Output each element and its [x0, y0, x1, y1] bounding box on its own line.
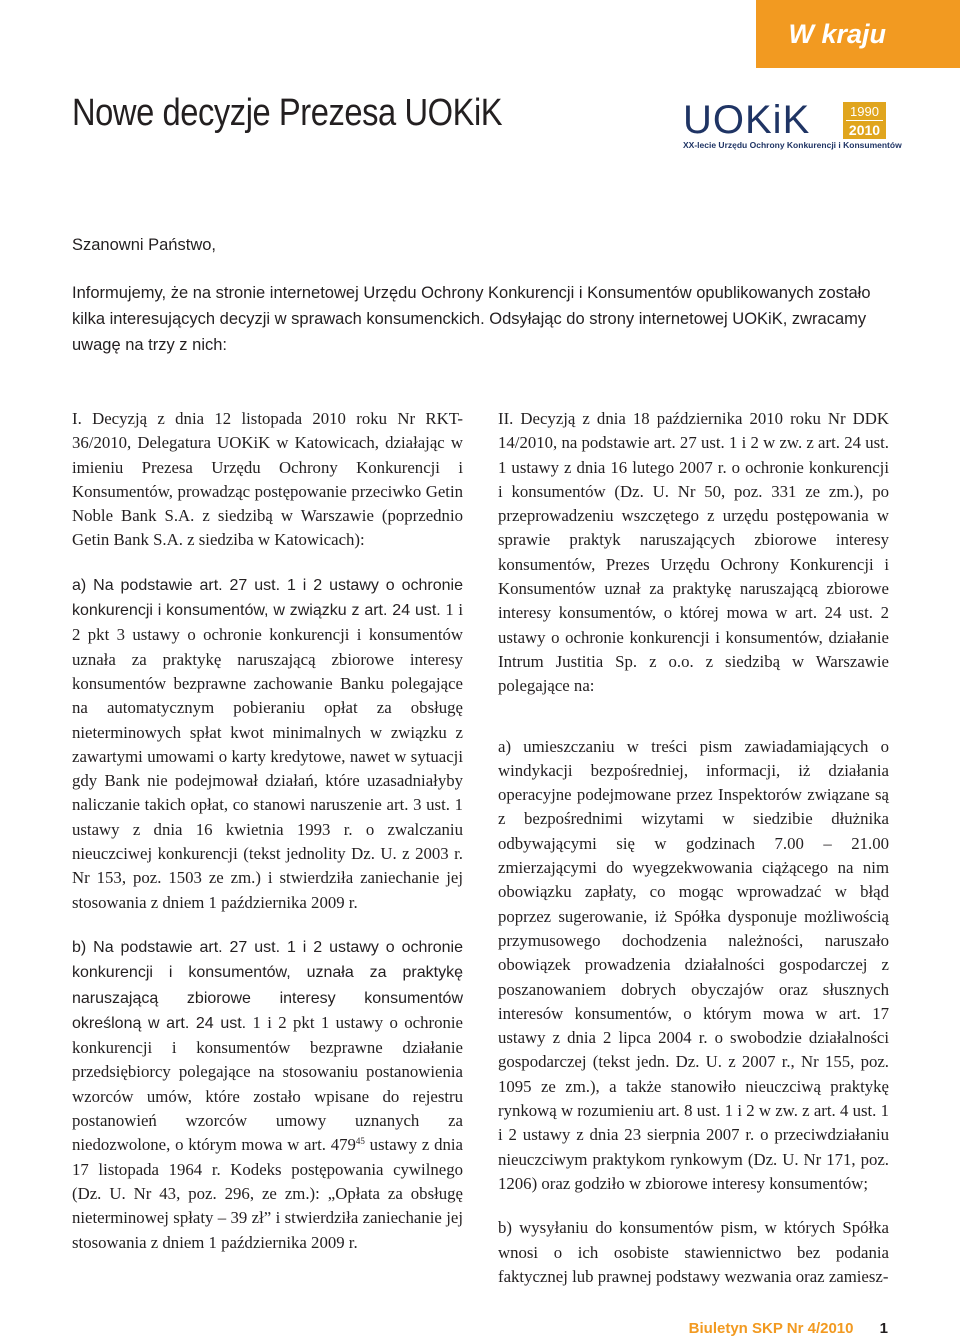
- superscript: 45: [355, 1136, 365, 1147]
- point-a-body: 1 i 2 pkt 3 ustawy o ochronie konkurencji i konsumentów uznała za praktykę naruszającą zbiorowe interesy konsumentów bezprawne zachowanie Banku polegające na automatycznym pobieraniu opłat za obsługę nieterminowych spłat kwot minimalnych w związku z zawartymi umowami o karty kredytowe, nawet w sytuacji gdy Bank nie podejmował działań, które uzasadniałyby naliczanie takich opłat, co stanowi naruszenie art. 3 ust. 1 ustawy z dnia 16 kwietnia 1993 r. o zwalczaniu nieuczciwej konkurencji (tekst jednolity Dz. U. z 2003 r. Nr 153, poz. 1503 ze zm.) i stwierdziła zaniechanie jej stosowania z dniem 1 października 2009 r.: [72, 600, 463, 912]
- page-number: 1: [879, 1320, 888, 1337]
- decision-1-point-b: [72, 935, 463, 1255]
- issue-number: Nr 4/2010: [786, 1320, 854, 1337]
- decision-2-point-b: b) wysyłaniu do konsumentów pism, w których Spółka wnosi o ich osobiste stawiennictwo bez podania faktycznej lub prawnej podstawy wezwania oraz zamiesz-: [498, 1218, 889, 1286]
- decision-2-intro: II. Decyzją z dnia 18 października 2010 roku Nr DDK 14/2010, na podstawie art. 27 ust. 1 i 2 w zw. z art. 24 ust. 1 ustawy z dnia 16 lutego 2007 r. o ochronie konkurencji i konsumentów (Dz. U. Nr 50, poz. 331 ze zm.), po przeprowadzeniu wszczętego z urzędu postępowania w sprawie praktyk naruszających zbiorowe interesy konsumentów, Prezes Urzędu Ochrony Konkurencji i Konsumentów uznał za praktykę naruszającą zbiorowe interesy konsumentów, o której mowa w art. 24 ust. 2 ustawy o ochronie konkurencji i konsumentów, działanie Intrum Justitia Sp. z o.o. z siedzibą w Warszawie polegające na:: [498, 409, 889, 696]
- point-b-body-b: ustawy z dnia 17 listopada 1964 r. Kodeks postępowania cywilnego (Dz. U. Nr 43, poz. 296, ze zm.): „Opłata za obsługę nieterminowej spłaty – 39 zł” i stwierdziła zaniechanie jej stosowania z dniem 1 października 2009 r.: [72, 1135, 463, 1252]
- intro: [72, 232, 892, 358]
- point-b-lead: b) Na podstawie art. 27 ust. 1 i 2 ustawy o ochronie konkurencji i konsumentów, uznała za praktykę naruszającą zbiorowe interesy konsumentów określoną w art. 24 ust.: [72, 938, 463, 1032]
- left-column: [72, 407, 463, 1255]
- publication-name: Biuletyn SKP: [688, 1320, 783, 1337]
- decision-1-point-a: [72, 573, 463, 915]
- intro-text: Informujemy, że na stronie internetowej Urzędu Ochrony Konkurencji i Konsumentów opublikowanych zostało kilka interesujących decyzji w sprawach konsumenckich. Odsyłając do strony internetowej UOKiK, zwracamy uwagę na trzy z nich:: [72, 284, 871, 354]
- footer: [689, 1320, 888, 1337]
- page-title: Nowe decyzje Prezesa UOKiK: [72, 92, 503, 134]
- logo-year-top: 1990: [850, 104, 879, 119]
- point-a-lead: a) Na podstawie art. 27 ust. 1 i 2 ustawy o ochronie konkurencji i konsumentów, w związku z art. 24 ust.: [72, 576, 463, 620]
- greeting: Szanowni Państwo,: [72, 236, 216, 254]
- decision-2-point-a: a) umieszczaniu w treści pism zawiadamiających o windykacji bezpośredniej, informacji, iż działania operacyjne podejmowane przez Inspektorów związane są z bezpośrednimi wizytami w siedzibie dłużnika odbywającymi się w godzinach 7.00 – 21.00 zmierzającymi do wyegzekwowania ciążącego na nim obowiązku zapłaty, co mogąc wprowadzać w błąd poprzez sugerowanie, iż Spółka dysponuje możliwością przymusowego dochodzenia należności, naruszało obowiązek prowadzenia działalności gospodarczej z poszanowaniem dobrych obyczajów oraz słusznych interesów konsumentów, o którym mowa w art. 17 ustawy z dnia 2 lipca 2004 r. o swobodzie działalności gospodarczej (tekst jedn. Dz. U. z 2007 r., Nr 155, poz. 1095 ze zm.), a także stanowiło nieuczciwą praktykę rynkową w rozumieniu art. 8 ust. 1 i 2 w zw. z art. 4 ust. 1 i 2 ustawy z dnia 23 sierpnia 2007 r. o przeciwdziałaniu nieuczciwym praktykom rynkowym (Dz. U. Nr 171, poz. 1206) oraz godziło w zbiorowe interesy konsumentów;: [498, 736, 889, 1193]
- logo-text: UOKiK: [683, 100, 811, 142]
- logo-caption: XX-lecie Urzędu Ochrony Konkurencji i Konsumentów: [683, 140, 902, 150]
- section-tag: W kraju: [756, 0, 960, 68]
- point-b-body-a: 1 i 2 pkt 1 ustawy o ochronie konkurencji i konsumentów bezprawne działanie przedsiębiorcy polegające na stosowaniu postanowienia wzorców umów, które zostało wpisane do rejestru postanowień wzorców umowy uznanych za niedozwolone, o którym mowa w art. 479: [72, 1012, 463, 1155]
- right-column: [498, 407, 889, 1289]
- logo-year-bottom: 2010: [848, 122, 881, 138]
- decision-1-intro: I. Decyzją z dnia 12 listopada 2010 roku Nr RKT-36/2010, Delegatura UOKiK w Katowicach, działając w imieniu Prezesa Urzędu Ochrony Konkurencji i Konsumentów, prowadząc postępowanie przeciwko Getin Noble Bank S.A. z siedzibą w Warszawie (poprzednio Getin Bank S.A. z siedziba w Katowicach):: [72, 409, 463, 550]
